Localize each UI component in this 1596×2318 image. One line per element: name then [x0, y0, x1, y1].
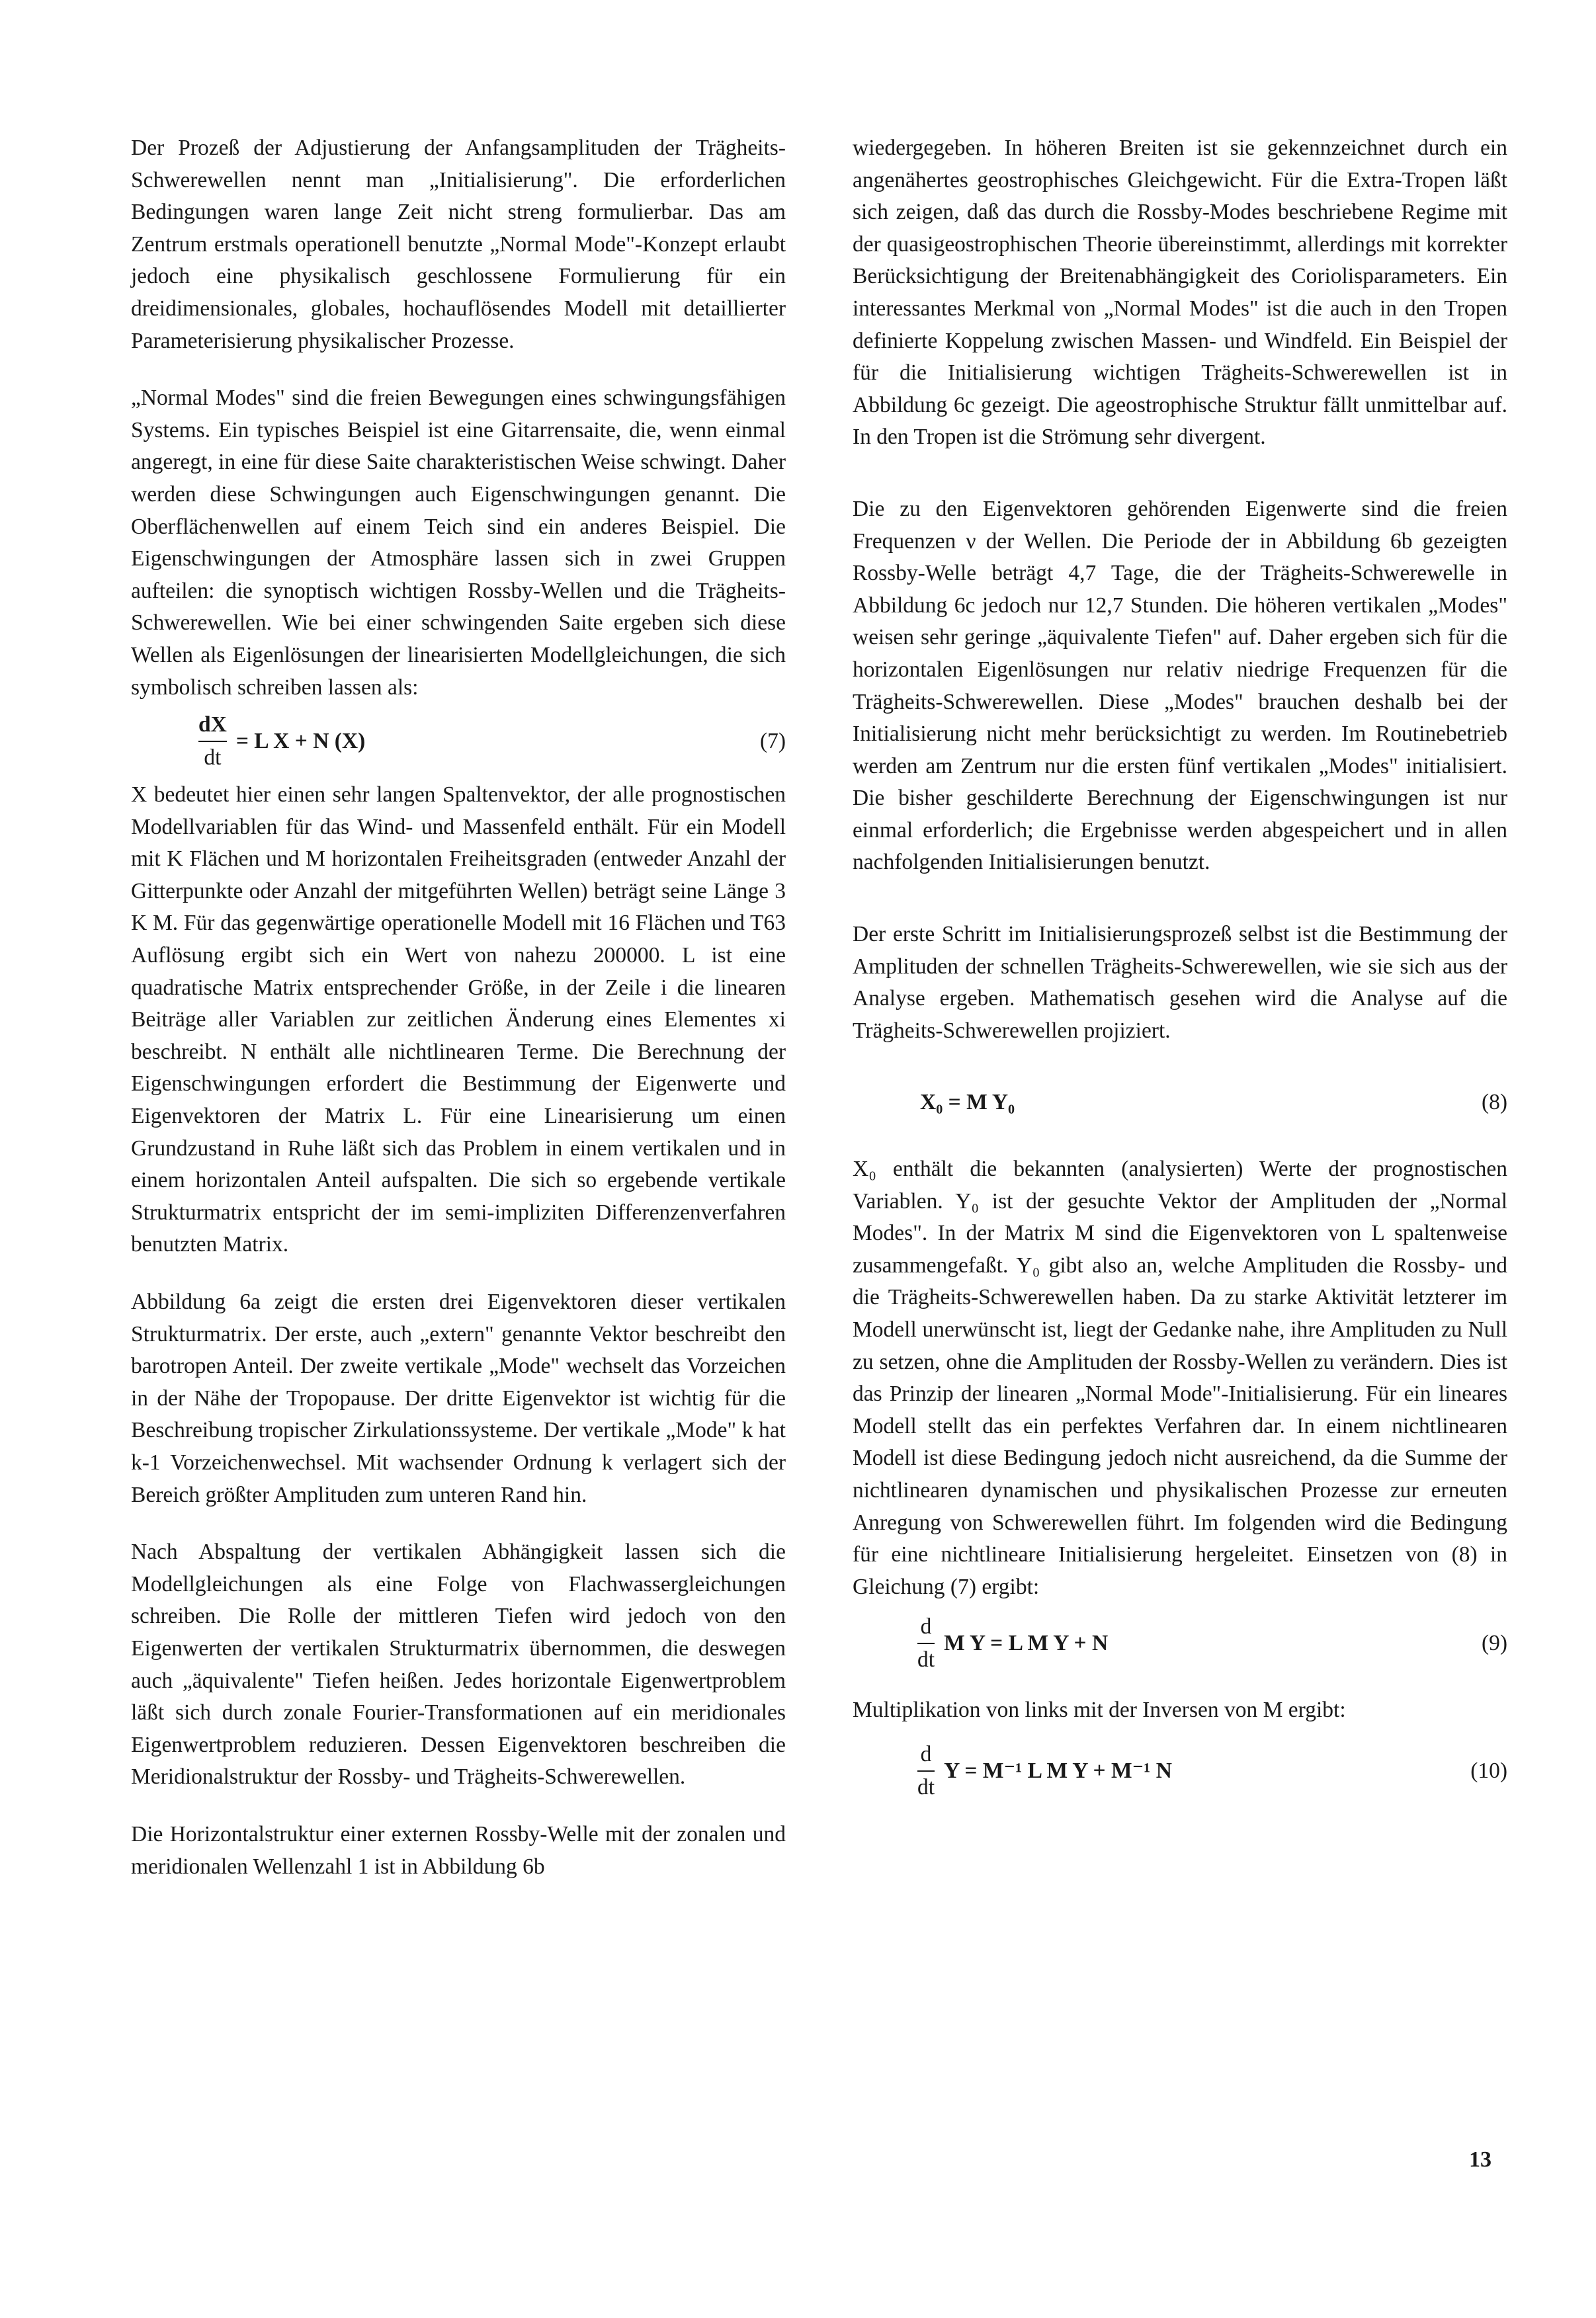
equation-10-fraction [917, 1740, 935, 1802]
page-number: 13 [1469, 2147, 1491, 2172]
paragraph: Der Prozeß der Adjustierung der Anfangsamplituden der Trägheits-Schwerewellen nennt man „Initialisierung". Die erforderlichen Bedingungen waren lange Zeit nicht streng formulierbar. Das am Zentrum erstmals operationell benutzte „Normal Mode"-Konzept erlaubt jedoch eine physikalisch geschlossene Formulierung für ein dreidimensionales, globales, hochauflösendes Modell mit detaillierter Parameterisierung physikalischer Prozesse. [131, 136, 786, 353]
equation-8-expression: X₀ = M Y₀ [920, 1090, 1015, 1115]
paragraph: wiedergegeben. In höheren Breiten ist sie gekennzeichnet durch ein angenähertes geostrophisches Gleichgewicht. Für die Extra-Tropen läßt sich zeigen, daß das durch die Rossby-Modes beschriebene Regime mit der quasigeostrophischen Theorie übereinstimmt, allerdings mit korrekter Berücksichtigung der Breitenabhängigkeit des Coriolisparameters. Ein interessantes Merkmal von „Normal Modes" ist die auch in den Tropen definierte Koppelung zwischen Massen- und Windfeld. Ein Beispiel der für die Initialisierung wichtigen Trägheits-Schwerewellen ist in Abbildung 6c gezeigt. Die ageostrophische Struktur fällt unmittelbar auf. In den Tropen ist die Strömung sehr divergent. [853, 136, 1507, 450]
equation-10-denominator: dt [917, 1774, 935, 1800]
equation-9-rhs: M Y = L M Y + N [944, 1631, 1109, 1656]
equation-10-number: (10) [1470, 1758, 1507, 1783]
paragraph: Der erste Schritt im Initialisierungsprozeß selbst ist die Bestimmung der Amplituden der schnellen Trägheits-Schwerewellen, wie sie sich aus der Analyse ergeben. Mathematisch gesehen wird die Analyse auf die Trägheits-Schwerewellen projiziert. [853, 922, 1507, 1043]
equation-10-numerator: d [920, 1741, 932, 1766]
paragraph: X bedeutet hier einen sehr langen Spaltenvektor, der alle prognostischen Modellvariablen für das Wind- und Massenfeld enthält. Für ein Modell mit K Flächen und M horizontalen Freiheitsgraden (entweder Anzahl der Gitterpunkte oder Anzahl der mitgeführten Wellen) beträgt seine Länge 3 K M. Für das gegenwärtige operationelle Modell mit 16 Flächen und T63 Auflösung ergibt sich ein Wert von nahezu 200000. L ist eine quadratische Matrix entsprechender Größe, in der Zeile i die linearen Beiträge aller Variablen zur zeitlichen Änderung eines Elementes xi beschreibt. N enthält alle nichtlinearen Terme. Die Berechnung der Eigenschwingungen erfordert die Bestimmung der Eigenwerte und Eigenvektoren der Matrix L. Für eine Linearisierung um einen Grundzustand in Ruhe läßt sich das Problem in einem vertikalen und in einem horizontalen Anteil aufspalten. Die sich so ergebende vertikale Strukturmatrix entspricht der im semi-impliziten Differenzenverfahren benutzten Matrix. [131, 782, 786, 1257]
right-column [853, 132, 1507, 1809]
equation-9-denominator: dt [917, 1647, 935, 1673]
equation-7-fraction [198, 710, 227, 772]
equation-7-numerator: dX [198, 712, 227, 737]
equation-9-fraction [917, 1612, 935, 1675]
equation-9-numerator: d [920, 1614, 932, 1639]
paragraph: X₀ enthält die bekannten (analysierten) Werte der prognostischen Variablen. Y₀ ist der gesuchte Vektor der Amplituden der „Normal Modes". In der Matrix M sind die Eigenvektoren von L spaltenweise zusammengefaßt. Y₀ gibt also an, welche Amplituden die Rossby- und die Trägheits-Schwerewellen haben. Da zu starke Aktivität letzterer im Modell unerwünscht ist, liegt der Gedanke nahe, ihre Amplituden zu Null zu setzen, ohne die Amplituden der Rossby-Wellen zu verändern. Dies ist das Prinzip der linearen „Normal Mode"-Initialisierung. Für ein lineares Modell stellt das ein perfektes Verfahren dar. In einem nichtlinearen Modell ist diese Bedingung jedoch nicht ausreichend, da die Summe der nichtlinearen dynamischen und physikalischen Prozesse zur erneuten Anregung von Schwerewellen führt. Im folgenden wird die Bedingung für eine nichtlineare Initialisierung hergeleitet. Einsetzen von (8) in Gleichung (7) ergibt: [853, 1157, 1507, 1599]
left-column [131, 132, 786, 1908]
equation-9 [917, 1612, 1507, 1675]
paragraph: Multiplikation von links mit der Inversen von M ergibt: [853, 1698, 1346, 1723]
paragraph: Die Horizontalstruktur einer externen Rossby-Welle mit der zonalen und meridionalen Wellenzahl 1 ist in Abbildung 6b [131, 1821, 786, 1879]
equation-7 [198, 710, 786, 772]
equation-10-rhs: Y = M⁻¹ L M Y + M⁻¹ N [944, 1758, 1172, 1783]
paragraph: Die zu den Eigenvektoren gehörenden Eigenwerte sind die freien Frequenzen ν der Wellen. Die Periode der in Abbildung 6b gezeigten Rossby-Welle beträgt 4,7 Tage, die der Trägheits-Schwerewelle in Abbildung 6c jedoch nur 12,7 Stunden. Die höheren vertikalen „Modes" weisen sehr geringe „äquivalente Tiefen" auf. Daher ergeben sich für die horizontalen Eigenlösungen nur relativ niedrige Frequenzen für die Trägheits-Schwerewellen. Diese „Modes" brauchen deshalb bei der Initialisierung nicht mehr berücksichtigt zu werden. Im Routinebetrieb werden am Zentrum nur die ersten fünf vertikalen „Modes" initialisiert. Die bisher geschilderte Berechnung der Eigenschwingungen ist nur einmal erforderlich; die Ergebnisse werden abgespeichert und in allen nachfolgenden Initialisierungen benutzt. [853, 496, 1507, 875]
equation-10 [917, 1740, 1507, 1802]
equation-7-denominator: dt [204, 745, 222, 770]
equation-7-number: (7) [759, 728, 786, 753]
paragraph: „Normal Modes" sind die freien Bewegungen eines schwingungsfähigen Systems. Ein typisches Beispiel ist eine Gitarrensaite, die, wenn einmal angeregt, in eine für diese Saite charakteristischen Weise schwingt. Daher werden diese Schwingungen auch Eigenschwingungen genannt. Die Oberflächenwellen auf einem Teich sind ein anderes Beispiel. Die Eigenschwingungen der Atmosphäre lassen sich in zwei Gruppen aufteilen: die synoptisch wichtigen Rossby-Wellen und die Trägheits-Schwerewellen. Wie bei einer schwingenden Saite ergeben sich diese Wellen als Eigenlösungen der linearisierten Modellgleichungen, die sich symbolisch schreiben lassen als: [131, 386, 786, 700]
equation-7-rhs: = L X + N (X) [235, 728, 366, 753]
paragraph: Abbildung 6a zeigt die ersten drei Eigenvektoren dieser vertikalen Strukturmatrix. Der erste, auch „extern" genannte Vektor beschreibt den barotropen Anteil. Der zweite vertikale „Mode" wechselt das Vorzeichen in der Nähe der Tropopause. Der dritte Eigenvektor ist wichtig für die Beschreibung tropischer Zirkulationssysteme. Der vertikale „Mode" k hat k-1 Vorzeichenwechsel. Mit wachsender Ordnung k verlagert sich der Bereich größter Amplituden zum unteren Rand hin. [131, 1290, 786, 1507]
equation-9-number: (9) [1481, 1631, 1507, 1656]
equation-8-number: (8) [1481, 1090, 1507, 1115]
equation-8 [920, 1087, 1507, 1119]
paragraph: Nach Abspaltung der vertikalen Abhängigkeit lassen sich die Modellgleichungen als eine Folge von Flachwassergleichungen schreiben. Die Rolle der mittleren Tiefen wird jedoch von den Eigenwerten der vertikalen Strukturmatrix übernommen, die deswegen auch „äquivalente" Tiefen heißen. Jedes horizontale Eigenwertproblem läßt sich durch zonale Fourier-Transformationen auf ein meridionales Eigenwertproblem reduzieren. Dessen Eigenvektoren beschreiben die Meridionalstruktur der Rossby- und Trägheits-Schwerewellen. [131, 1540, 786, 1790]
